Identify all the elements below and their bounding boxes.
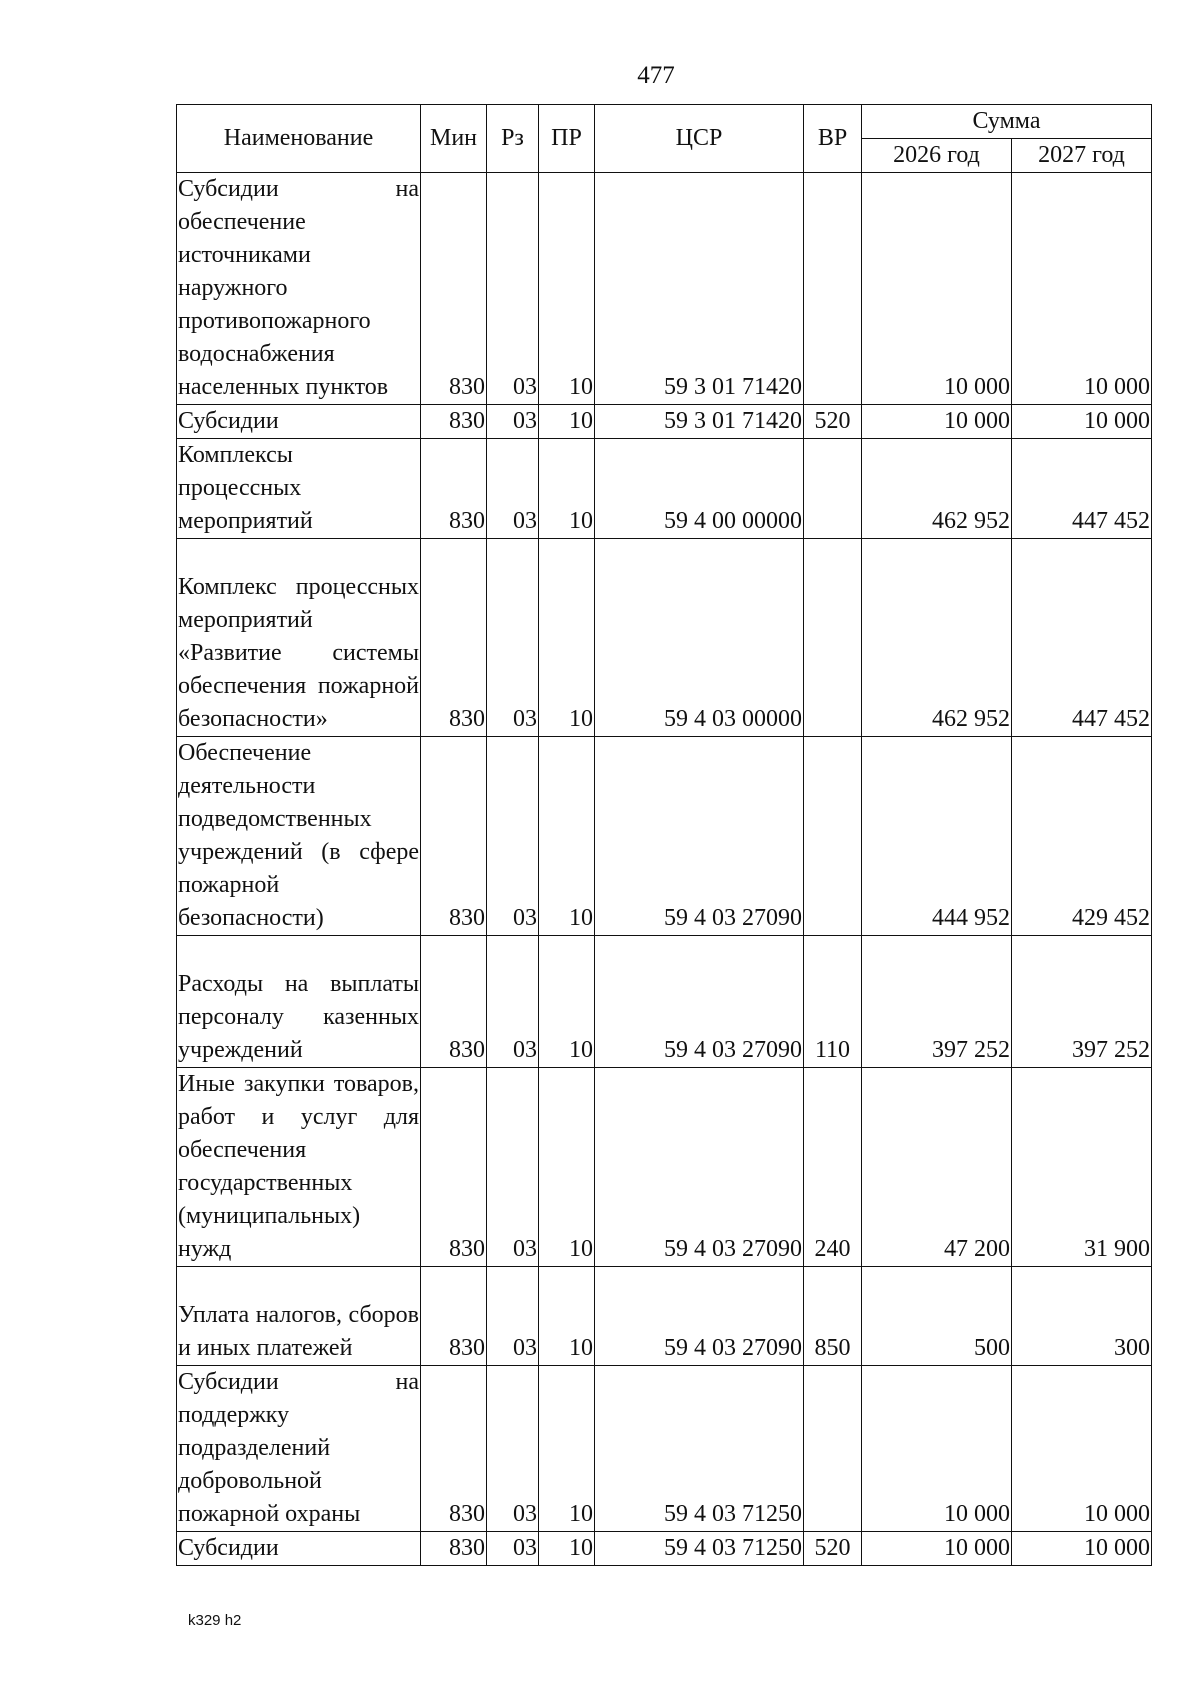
table-header <box>177 105 1152 173</box>
row-vr: 520 <box>804 405 862 439</box>
row-rz: 03 <box>487 1267 539 1366</box>
row-vr: 520 <box>804 1532 862 1566</box>
row-sum-2026: 10 000 <box>862 1532 1012 1566</box>
row-vr <box>804 439 862 539</box>
row-min: 830 <box>421 936 487 1068</box>
row-sum-2026: 500 <box>862 1267 1012 1366</box>
row-min: 830 <box>421 405 487 439</box>
row-csr: 59 4 03 27090 <box>595 1267 804 1366</box>
row-pr: 10 <box>539 1267 595 1366</box>
table-row <box>177 405 1152 439</box>
table-row <box>177 1366 1152 1532</box>
row-name: Субсидии <box>177 1532 421 1566</box>
header-min: Мин <box>421 105 487 173</box>
row-rz: 03 <box>487 173 539 405</box>
table-row <box>177 737 1152 936</box>
row-vr: 240 <box>804 1068 862 1267</box>
row-csr: 59 4 03 71250 <box>595 1366 804 1532</box>
row-name: Комплексы процессных мероприятий <box>177 439 421 539</box>
row-sum-2027: 10 000 <box>1012 405 1152 439</box>
row-name: Иные закупки товаров, работ и услуг для обеспечения государственных (муниципальных) нужд <box>177 1068 421 1267</box>
row-sum-2027: 31 900 <box>1012 1068 1152 1267</box>
row-csr: 59 4 03 71250 <box>595 1532 804 1566</box>
header-year-2026: 2026 год <box>862 139 1012 173</box>
row-rz: 03 <box>487 1366 539 1532</box>
row-sum-2027: 10 000 <box>1012 173 1152 405</box>
row-sum-2027: 429 452 <box>1012 737 1152 936</box>
row-vr <box>804 737 862 936</box>
table-row <box>177 539 1152 737</box>
row-csr: 59 3 01 71420 <box>595 405 804 439</box>
row-min: 830 <box>421 1068 487 1267</box>
row-min: 830 <box>421 439 487 539</box>
row-sum-2027: 10 000 <box>1012 1532 1152 1566</box>
row-rz: 03 <box>487 737 539 936</box>
row-pr: 10 <box>539 936 595 1068</box>
header-rz: Рз <box>487 105 539 173</box>
row-csr: 59 4 03 27090 <box>595 1068 804 1267</box>
row-vr: 110 <box>804 936 862 1068</box>
row-min: 830 <box>421 539 487 737</box>
row-csr: 59 4 03 27090 <box>595 936 804 1068</box>
row-sum-2026: 10 000 <box>862 405 1012 439</box>
row-sum-2027: 300 <box>1012 1267 1152 1366</box>
row-sum-2027: 447 452 <box>1012 539 1152 737</box>
row-vr <box>804 173 862 405</box>
page-number: 477 <box>637 62 675 89</box>
row-pr: 10 <box>539 405 595 439</box>
row-pr: 10 <box>539 439 595 539</box>
row-min: 830 <box>421 1267 487 1366</box>
table-row <box>177 173 1152 405</box>
footer-code: k329 h2 <box>188 1612 242 1629</box>
row-min: 830 <box>421 737 487 936</box>
row-name: Уплата налогов, сборов и иных платежей <box>177 1267 421 1366</box>
row-pr: 10 <box>539 173 595 405</box>
row-min: 830 <box>421 173 487 405</box>
row-min: 830 <box>421 1366 487 1532</box>
header-csr: ЦСР <box>595 105 804 173</box>
row-sum-2027: 397 252 <box>1012 936 1152 1068</box>
row-name: Расходы на выплаты персоналу казенных учреждений <box>177 936 421 1068</box>
row-name: Субсидии на поддержку подразделений добровольной пожарной охраны <box>177 1366 421 1532</box>
row-rz: 03 <box>487 439 539 539</box>
table-body <box>177 173 1152 1566</box>
row-name: Обеспечение деятельности подведомственных учреждений (в сфере пожарной безопасности) <box>177 737 421 936</box>
row-pr: 10 <box>539 1366 595 1532</box>
row-sum-2026: 10 000 <box>862 173 1012 405</box>
row-rz: 03 <box>487 936 539 1068</box>
row-csr: 59 3 01 71420 <box>595 173 804 405</box>
budget-table <box>176 104 1152 1566</box>
table-row <box>177 1068 1152 1267</box>
table-row <box>177 1267 1152 1366</box>
row-sum-2026: 47 200 <box>862 1068 1012 1267</box>
row-sum-2026: 10 000 <box>862 1366 1012 1532</box>
row-rz: 03 <box>487 405 539 439</box>
table-row <box>177 936 1152 1068</box>
row-vr <box>804 1366 862 1532</box>
row-csr: 59 4 00 00000 <box>595 439 804 539</box>
row-sum-2026: 397 252 <box>862 936 1012 1068</box>
row-rz: 03 <box>487 1068 539 1267</box>
row-rz: 03 <box>487 539 539 737</box>
row-vr: 850 <box>804 1267 862 1366</box>
row-pr: 10 <box>539 1068 595 1267</box>
row-sum-2027: 10 000 <box>1012 1366 1152 1532</box>
row-sum-2027: 447 452 <box>1012 439 1152 539</box>
row-csr: 59 4 03 27090 <box>595 737 804 936</box>
row-vr <box>804 539 862 737</box>
row-min: 830 <box>421 1532 487 1566</box>
row-csr: 59 4 03 00000 <box>595 539 804 737</box>
row-name: Комплекс процессных мероприятий «Развитие системы обеспечения пожарной безопасности» <box>177 539 421 737</box>
row-name: Субсидии на обеспечение источниками наружного противопожарного водоснабжения населенных пунктов <box>177 173 421 405</box>
row-rz: 03 <box>487 1532 539 1566</box>
header-vr: ВР <box>804 105 862 173</box>
header-name: Наименование <box>177 105 421 173</box>
table-row <box>177 1532 1152 1566</box>
row-sum-2026: 444 952 <box>862 737 1012 936</box>
header-pr: ПР <box>539 105 595 173</box>
row-name: Субсидии <box>177 405 421 439</box>
header-sum: Сумма <box>862 105 1152 139</box>
row-pr: 10 <box>539 539 595 737</box>
row-sum-2026: 462 952 <box>862 539 1012 737</box>
row-pr: 10 <box>539 737 595 936</box>
table-row <box>177 439 1152 539</box>
header-year-2027: 2027 год <box>1012 139 1152 173</box>
row-pr: 10 <box>539 1532 595 1566</box>
row-sum-2026: 462 952 <box>862 439 1012 539</box>
